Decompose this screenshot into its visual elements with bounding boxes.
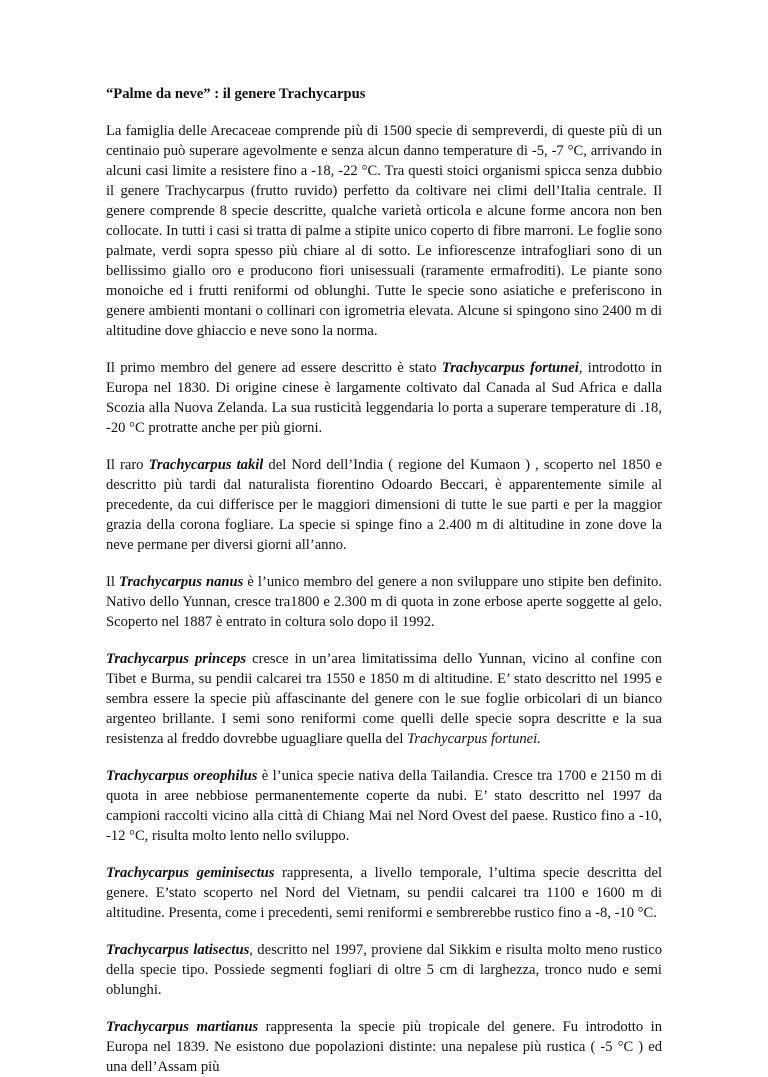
paragraph-geminisectus	[106, 863, 662, 923]
paragraph-princeps	[106, 649, 662, 749]
para-prefix: Il raro	[106, 457, 149, 473]
paragraph-martianus	[106, 1017, 662, 1077]
species-name: Trachycarpus princeps	[106, 651, 247, 667]
para-prefix: Il	[106, 574, 119, 590]
paragraph-fortunei	[106, 358, 662, 438]
paragraph-takil	[106, 455, 662, 555]
para-body: cresce in un’area limitatissima dello Yunnan, vicino al confine con Tibet e Burma, su pendii calcarei tra 1550 e 1850 m di altitudine. E’ stato descritto nel 1995 e sembra essere la specie più affascinante del genere con le sue foglie orbicolari di un bianco argenteo brillante. I semi sono reniformi come quelli delle specie sopra descritte e la sua resistenza al freddo dovrebbe uguagliare quella del	[106, 651, 662, 747]
intro-text: La famiglia delle Arecaceae comprende più di 1500 specie di sempreverdi, di queste più di un centinaio può superare agevolmente e senza alcun danno temperature di -5, -7 °C, arrivando in alcuni casi limite a resistere fino a -18, -22 °C. Tra questi stoici organismi spicca senza dubbio il genere Trachycarpus (frutto ruvido) perfetto da coltivare nei climi dell’Italia centrale. Il genere comprende 8 specie descritte, qualche varietà orticola e alcune forme ancora non ben collocate. In tutti i casi si tratta di palme a stipite unico coperto di fibre marroni. Le foglie sono palmate, verdi sopra spesso più chiare al di sotto. Le infiorescenze intrafogliari sono di un bellissimo giallo oro e producono fiori unisessuali (raramente ermafroditi). Le piante sono monoiche ed i frutti reniformi od oblunghi. Tutte le specie sono asiatiche e preferiscono in genere ambienti montani o collinari con igrometria elevata. Alcune si spingono sino 2400 m di altitudine dove ghiaccio e neve sono la norma.	[106, 123, 662, 339]
species-italic-reference: Trachycarpus fortunei.	[407, 731, 541, 747]
para-body: , descritto nel 1997, proviene dal Sikkim e risulta molto meno rustico della specie tipo. Possiede segmenti fogliari di oltre 5 cm di larghezza, tronco nudo e semi oblunghi.	[106, 942, 663, 998]
para-body: è l’unico membro del genere a non sviluppare uno stipite ben definito. Nativo dello Yunnan, cresce tra1800 e 2.300 m di quota in zone erbose aperte soggette al gelo. Scoperto nel 1887 è entrato in coltura solo dopo il 1992.	[106, 574, 662, 630]
para-body: rappresenta la specie più tropicale del genere. Fu introdotto in Europa nel 1839. Ne esistono due popolazioni distinte: una nepalese più rustica ( -5 °C ) ed una dell’Assam più	[106, 1019, 662, 1075]
paragraph-oreophilus	[106, 766, 662, 846]
species-name: Trachycarpus geminisectus	[106, 865, 275, 881]
species-name: Trachycarpus nanus	[118, 574, 244, 590]
para-body: , introdotto in Europa nel 1830. Di origine cinese è largamente coltivato dal Canada al Sud Africa e dalla Scozia alla Nuova Zelanda. La sua rusticità leggendaria lo porta a superare temperature di .18, -20 °C protratte anche per più giorni.	[106, 360, 662, 436]
species-name: Trachycarpus fortunei	[441, 360, 579, 376]
species-name: Trachycarpus oreophilus	[106, 768, 258, 784]
species-name: Trachycarpus latisectus	[106, 942, 250, 958]
paragraph-latisectus	[106, 940, 662, 1000]
species-name: Trachycarpus takil	[148, 457, 264, 473]
species-name: Trachycarpus martianus	[106, 1019, 259, 1035]
document-title: “Palme da neve” : il genere Trachycarpus	[106, 86, 366, 102]
paragraph-intro	[106, 121, 662, 341]
para-body: rappresenta, a livello temporale, l’ultima specie descritta del genere. E’stato scoperto nel Nord del Vietnam, su pendii calcarei tra 1100 e 1600 m di altitudine. Presenta, come i precedenti, semi reniformi e sembrerebbe rustico fino a -8, -10 °C.	[106, 865, 663, 921]
para-body: è l’unica specie nativa della Tailandia. Cresce tra 1700 e 2150 m di quota in aree nebbiose permanentemente coperte da nubi. E’ stato descritto nel 1997 da campioni raccolti vicino alla città di Chiang Mai nel Nord Ovest del paese. Rustico fino a -10, -12 °C, risulta molto lento nello sviluppo.	[106, 768, 662, 844]
para-prefix: Il primo membro del genere ad essere descritto è stato	[106, 360, 442, 376]
para-body: del Nord dell’India ( regione del Kumaon ) , scoperto nel 1850 e descritto più tardi dal naturalista fiorentino Odoardo Beccari, è apparentemente simile al precedente, da cui differisce per le maggiori dimensioni di tutte le sue parti e per la maggior grazia della corona fogliare. La specie si spinge fino a 2.400 m di altitudine in zone dove la neve permane per diversi giorni all’anno.	[106, 457, 662, 553]
paragraph-nanus	[106, 572, 662, 632]
